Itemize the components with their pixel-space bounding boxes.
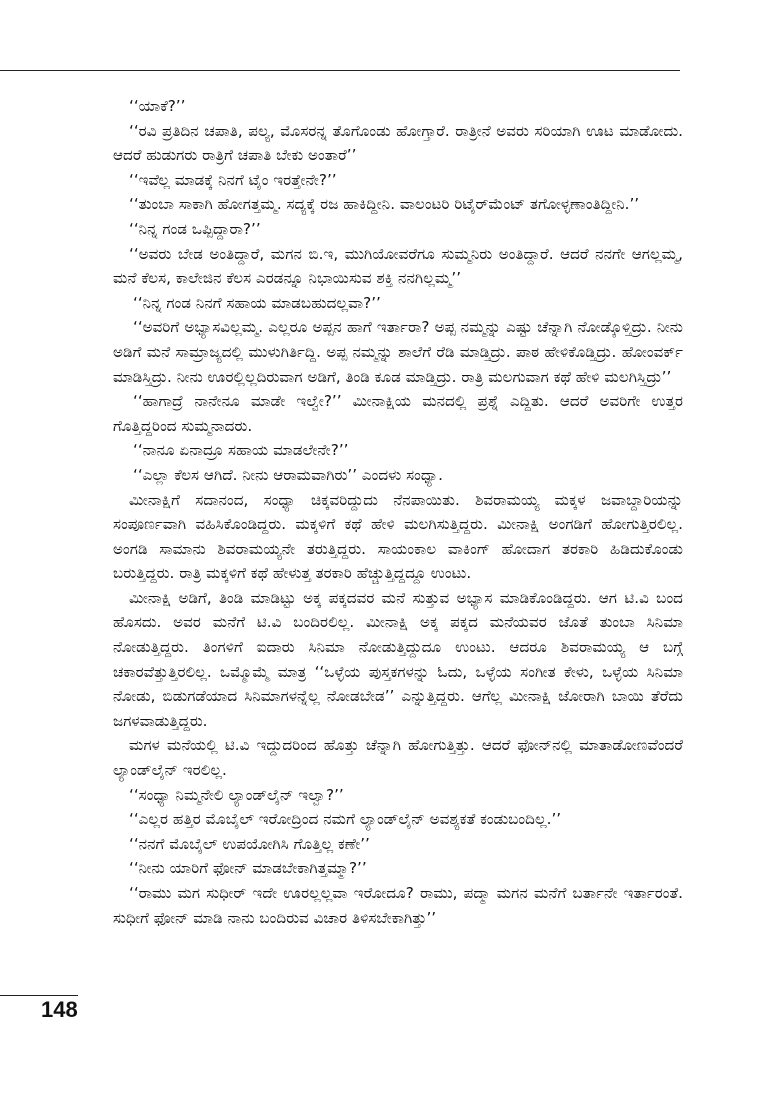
paragraph: ‘‘ಎಲ್ಲಾ ಕೆಲಸ ಆಗಿದೆ. ನೀನು ಆರಾಮವಾಗಿರು’’ ಎಂದಳು ಸಂಧ್ಯಾ.: [133, 465, 443, 484]
paragraph: ‘‘ನನಗೆ ಮೊಬೈಲ್ ಉಪಯೋಗಿಸಿ ಗೊತ್ತಿಲ್ಲ ಕಣೇ’’: [129, 834, 370, 853]
paragraph: ‘‘ತುಂಬಾ ಸಾಕಾಗಿ ಹೋಗತ್ತಮ್ಮ. ಸದ್ಯಕ್ಕೆ ರಜ ಹಾಕಿದ್ದೀನಿ. ವಾಲಂಟರಿ ರಿಟೈರ್‌ಮೆಂಟ್ ತಗೋಳ್ಳಣಾಂತಿದ್ದೀನಿ.’’: [129, 195, 640, 214]
paragraph: ಮೀನಾಕ್ಷಿಗೆ ಸದಾನಂದ, ಸಂಧ್ಯಾ ಚಿಕ್ಕವರಿದ್ದುದು ನೆನಪಾಯಿತು. ಶಿವರಾಮಯ್ಯ ಮಕ್ಕಳ ಜವಾಬ್ದಾರಿಯನ್ನು ಸಂಪೂರ್ಣವಾಗಿ ವಹಿಸಿಕೊಂಡಿದ್ದರು. ಮಕ್ಕಳಿಗೆ ಕಥೆ ಹೇಳಿ ಮಲಗಿಸುತ್ತಿದ್ದರು. ಮೀನಾಕ್ಷಿ ಅಂಗಡಿಗೆ ಹೋಗುತ್ತಿರಲಿಲ್ಲ. ಅಂಗಡಿ ಸಾಮಾನು ಶಿವರಾಮಯ್ಯನೇ ತರುತ್ತಿದ್ದರು. ಸಾಯಂಕಾಲ ವಾಕಿಂಗ್ ಹೋದಾಗ ತರಕಾರಿ ಹಿಡಿದುಕೊಂಡು ಬರುತ್ತಿದ್ದರು. ರಾತ್ರಿ ಮಕ್ಕಳಿಗೆ ಕಥೆ ಹೇಳುತ್ತ ತರಕಾರಿ ಹೆಚ್ಚುತ್ತಿದ್ದದ್ದೂ ಉಂಟು.: [113, 490, 683, 583]
paragraph: ‘‘ನೀನು ಯಾರಿಗೆ ಫೋನ್ ಮಾಡಬೇಕಾಗಿತ್ತಮ್ಮಾ?’’: [129, 859, 367, 878]
paragraph: ‘‘ನಾನೂ ಏನಾದ್ರೂ ಸಹಾಯ ಮಾಡಲೇನೇ?’’: [133, 441, 349, 460]
page-number: 148: [41, 997, 78, 1022]
paragraph: ‘‘ಹಾಗಾದ್ರೆ ನಾನೇನೂ ಮಾಡೇ ಇಲ್ವೇ?’’ ಮೀನಾಕ್ಷಿಯ ಮನದಲ್ಲಿ ಪ್ರಶ್ನೆ ಎದ್ದಿತು. ಆದರೆ ಅವರಿಗೇ ಉತ್ತರ ಗೊತ್ತಿದ್ದರಿಂದ ಸುಮ್ಮನಾದರು.: [113, 392, 683, 435]
paragraph: ‘‘ರಾಮು ಮಗ ಸುಧೀರ್ ಇದೇ ಊರಲ್ಲಲ್ಲವಾ ಇರೋದೂ? ರಾಮು, ಪದ್ಮಾ ಮಗನ ಮನೆಗೆ ಬರ್ತಾನೇ ಇರ್ತಾರಂತೆ. ಸುಧೀಗೆ ಫೋನ್ ಮಾಡಿ ನಾನು ಬಂದಿರುವ ವಿಚಾರ ತಿಳಿಸಬೇಕಾಗಿತ್ತು’’: [113, 884, 683, 927]
paragraph: ‘‘ಸಂಧ್ಯಾ ನಿಮ್ಮನೇಲಿ ಲ್ಯಾಂಡ್‌ಲೈನ್ ಇಲ್ವಾ?’’: [129, 785, 344, 804]
top-rule: [0, 70, 680, 71]
page-number-rule: [0, 995, 78, 996]
paragraph: ‘‘ನಿನ್ನ ಗಂಡ ಒಪ್ಪಿದ್ದಾರಾ?’’: [129, 219, 261, 238]
paragraph: ‘‘ನಿನ್ನ ಗಂಡ ನಿನಗೆ ಸಹಾಯ ಮಾಡಬಹುದಲ್ಲವಾ?’’: [133, 293, 381, 312]
paragraph: ‘‘ಅವರಿಗೆ ಅಭ್ಯಾಸವಿಲ್ಲಮ್ಮ. ಎಲ್ಲರೂ ಅಪ್ಪನ ಹಾಗೆ ಇರ್ತಾರಾ? ಅಪ್ಪ ನಮ್ಮನ್ನು ಎಷ್ಟು ಚೆನ್ನಾಗಿ ನೋಡ್ಕೊಳ್ತಿದ್ರು. ನೀನು ಅಡಿಗೆ ಮನೆ ಸಾಮ್ರಾಜ್ಯದಲ್ಲಿ ಮುಳುಗಿರ್ತಿದ್ದಿ. ಅಪ್ಪ ನಮ್ಮನ್ನು ಶಾಲೆಗೆ ರೆಡಿ ಮಾಡ್ತಿದ್ರು. ಪಾಠ ಹೇಳಿಕೊಡ್ತಿದ್ರು. ಹೋಂವರ್ಕ್ ಮಾಡಿಸ್ತಿದ್ರು. ನೀನು ಊರಲ್ಲಿಲ್ಲದಿರುವಾಗ ಅಡಿಗೆ, ತಿಂಡಿ ಕೂಡ ಮಾಡ್ತಿದ್ರು. ರಾತ್ರಿ ಮಲಗುವಾಗ ಕಥೆ ಹೇಳಿ ಮಲಗಿಸ್ತಿದ್ರು’’: [113, 318, 683, 386]
paragraph: ‘‘ಯಾಕೆ?’’: [129, 97, 186, 115]
paragraph: ಮಗಳ ಮನೆಯಲ್ಲಿ ಟಿ.ವಿ ಇದ್ದುದರಿಂದ ಹೊತ್ತು ಚೆನ್ನಾಗಿ ಹೋಗುತ್ತಿತ್ತು. ಆದರೆ ಫೋನ್‌ನಲ್ಲಿ ಮಾತಾಡೋಣವೆಂದರೆ ಲ್ಯಾಂಡ್‌ಲೈನ್ ಇರಲಿಲ್ಲ.: [113, 736, 683, 780]
paragraph: ‘‘ಎಲ್ಲರ ಹತ್ತಿರ ಮೊಬೈಲ್ ಇರೋದ್ರಿಂದ ನಮಗೆ ಲ್ಯಾಂಡ್‌ಲೈನ್ ಅವಶ್ಯಕತೆ ಕಂಡುಬಂದಿಲ್ಲ.’’: [129, 810, 562, 829]
paragraph: ‘‘ಇವೆಲ್ಲ ಮಾಡಕ್ಕೆ ನಿನಗೆ ಟೈಂ ಇರತ್ತೇನೇ?’’: [129, 170, 337, 189]
paragraph: ‘‘ರವಿ ಪ್ರತಿದಿನ ಚಪಾತಿ, ಪಲ್ಯ, ಮೊಸರನ್ನ ತೊಗೊಂಡು ಹೋಗ್ತಾರೆ. ರಾತ್ರೀನೆ ಅವರು ಸರಿಯಾಗಿ ಊಟ ಮಾಡೋದು. ಆದರೆ ಹುಡುಗರು ರಾತ್ರಿಗೆ ಚಪಾತಿ ಬೇಕು ಅಂತಾರೆ’’: [113, 121, 683, 165]
body-text: [113, 94, 683, 930]
paragraph: ‘‘ಅವರು ಬೇಡ ಅಂತಿದ್ದಾರೆ, ಮಗನ ಬಿ.ಇ, ಮುಗಿಯೋವರೆಗೂ ಸುಮ್ಮನಿರು ಅಂತಿದ್ದಾರೆ. ಆದರೆ ನನಗೇ ಆಗಲ್ಲಮ್ಮ, ಮನೆ ಕೆಲಸ, ಕಾಲೇಜಿನ ಕೆಲಸ ಎರಡನ್ನೂ ನಿಭಾಯಿಸುವ ಶಕ್ತಿ ನನಗಿಲ್ಲಮ್ಮ’’: [113, 244, 683, 288]
paragraph: ಮೀನಾಕ್ಷಿ ಅಡಿಗೆ, ತಿಂಡಿ ಮಾಡಿಟ್ಟು ಅಕ್ಕ ಪಕ್ಕದವರ ಮನೆ ಸುತ್ತುವ ಅಭ್ಯಾಸ ಮಾಡಿಕೊಂಡಿದ್ದರು. ಆಗ ಟಿ.ವಿ ಬಂದ ಹೊಸದು. ಅವರ ಮನೆಗೆ ಟಿ.ವಿ ಬಂದಿರಲಿಲ್ಲ. ಮೀನಾಕ್ಷಿ ಅಕ್ಕ ಪಕ್ಕದ ಮನೆಯವರ ಜೊತೆ ತುಂಬಾ ಸಿನಿಮಾ ನೋಡುತ್ತಿದ್ದರು. ತಿಂಗಳಿಗೆ ಐದಾರು ಸಿನಿಮಾ ನೋಡುತ್ತಿದ್ದುದೂ ಉಂಟು. ಆದರೂ ಶಿವರಾಮಯ್ಯ ಆ ಬಗ್ಗೆ ಚಕಾರವೆತ್ತುತ್ತಿರಲಿಲ್ಲ. ಒಮ್ಮೊಮ್ಮೆ ಮಾತ್ರ ‘‘ಒಳ್ಳೆಯ ಪುಸ್ತಕಗಳನ್ನು ಓದು, ಒಳ್ಳೆಯ ಸಂಗೀತ ಕೇಳು, ಒಳ್ಳೆಯ ಸಿನಿಮಾ ನೋಡು, ಬಿಡುಗಡೆಯಾದ ಸಿನಿಮಾಗಳನ್ನೆಲ್ಲ ನೋಡಬೇಡ’’ ಎನ್ನುತ್ತಿದ್ದರು. ಆಗೆಲ್ಲ ಮೀನಾಕ್ಷಿ ಜೋರಾಗಿ ಬಾಯಿ ತೆರೆದು ಜಗಳವಾಡುತ್ತಿದ್ದರು.: [113, 588, 683, 730]
